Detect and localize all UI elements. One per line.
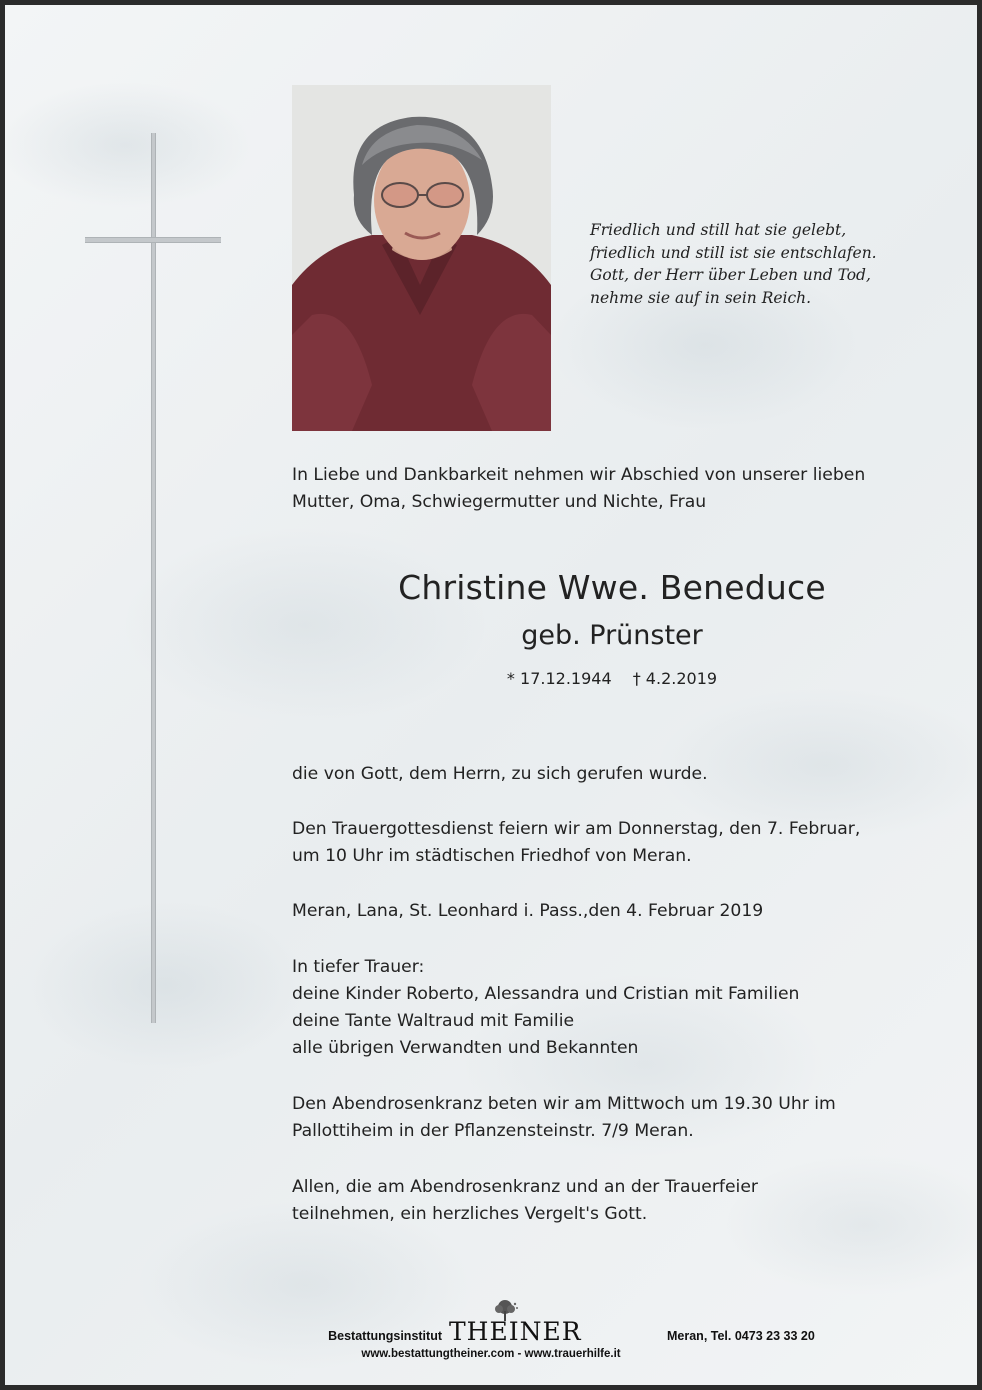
verse-line: nehme sie auf in sein Reich. (590, 288, 812, 307)
paragraph-line: In tiefer Trauer: (292, 957, 425, 977)
paragraph-mourners (292, 954, 799, 1062)
verse (590, 219, 890, 309)
verse-line: friedlich und still ist sie entschlafen. (590, 243, 877, 262)
intro-line: Mutter, Oma, Schwiegermutter und Nichte, Frau (292, 492, 707, 512)
paragraph-funeral-service (292, 816, 860, 870)
paragraph-line: Den Trauergottesdienst feiern wir am Donnerstag, den 7. Februar, (292, 819, 861, 839)
paragraph-line: Allen, die am Abendrosenkranz und an der Trauerfeier (292, 1177, 758, 1197)
paragraph-line: Meran, Lana, St. Leonhard i. Pass.,den 4. Februar 2019 (292, 901, 764, 921)
footer-institute: Bestattungsinstitut (328, 1329, 442, 1343)
paragraph-line: alle übrigen Verwandten und Bekannten (292, 1038, 639, 1058)
paragraph-rosary (292, 1091, 836, 1145)
footer-websites[interactable]: www.bestattungtheiner.com - www.trauerhilfe.it (361, 1348, 621, 1360)
intro-line: In Liebe und Dankbarkeit nehmen wir Abschied von unserer lieben (292, 465, 866, 485)
life-dates (292, 669, 932, 688)
deceased-name: Christine Wwe. Beneduce (398, 568, 826, 607)
paragraph-line: Pallottiheim in der Pflanzensteinstr. 7/9 Meran. (292, 1121, 694, 1141)
paragraph-line: deine Kinder Roberto, Alessandra und Cristian mit Familien (292, 984, 800, 1004)
birth-date: * 17.12.1944 (506, 669, 612, 688)
death-date: † 4.2.2019 (632, 669, 718, 688)
cross-icon-vertical (151, 133, 156, 1023)
footer-brand: THEINER (449, 1317, 582, 1346)
verse-line: Gott, der Herr über Leben und Tod, (590, 266, 871, 284)
footer-line (5, 1301, 977, 1346)
paragraph-called-home (292, 761, 708, 788)
portrait-photo (292, 85, 551, 431)
intro-paragraph (292, 462, 865, 516)
maiden-name: geb. Prünster (521, 620, 703, 651)
paragraph-line: die von Gott, dem Herrn, zu sich gerufen wurde. (292, 764, 708, 784)
paragraph-line: Den Abendrosenkranz beten wir am Mittwoch um 19.30 Uhr im (292, 1094, 836, 1114)
paragraph-place-date (292, 898, 763, 925)
verse-line: Friedlich und still hat sie gelebt, (590, 221, 847, 239)
paragraph-line: teilnehmen, ein herzliches Vergelt's Gott. (292, 1204, 648, 1224)
footer-contact: Meran, Tel. 0473 23 33 20 (667, 1329, 815, 1343)
portrait-illustration (292, 85, 551, 431)
cross-icon-horizontal (85, 237, 221, 243)
paragraph-thanks (292, 1174, 758, 1228)
paragraph-line: deine Tante Waltraud mit Familie (292, 1011, 575, 1031)
paragraph-line: um 10 Uhr im städtischen Friedhof von Meran. (292, 846, 692, 866)
